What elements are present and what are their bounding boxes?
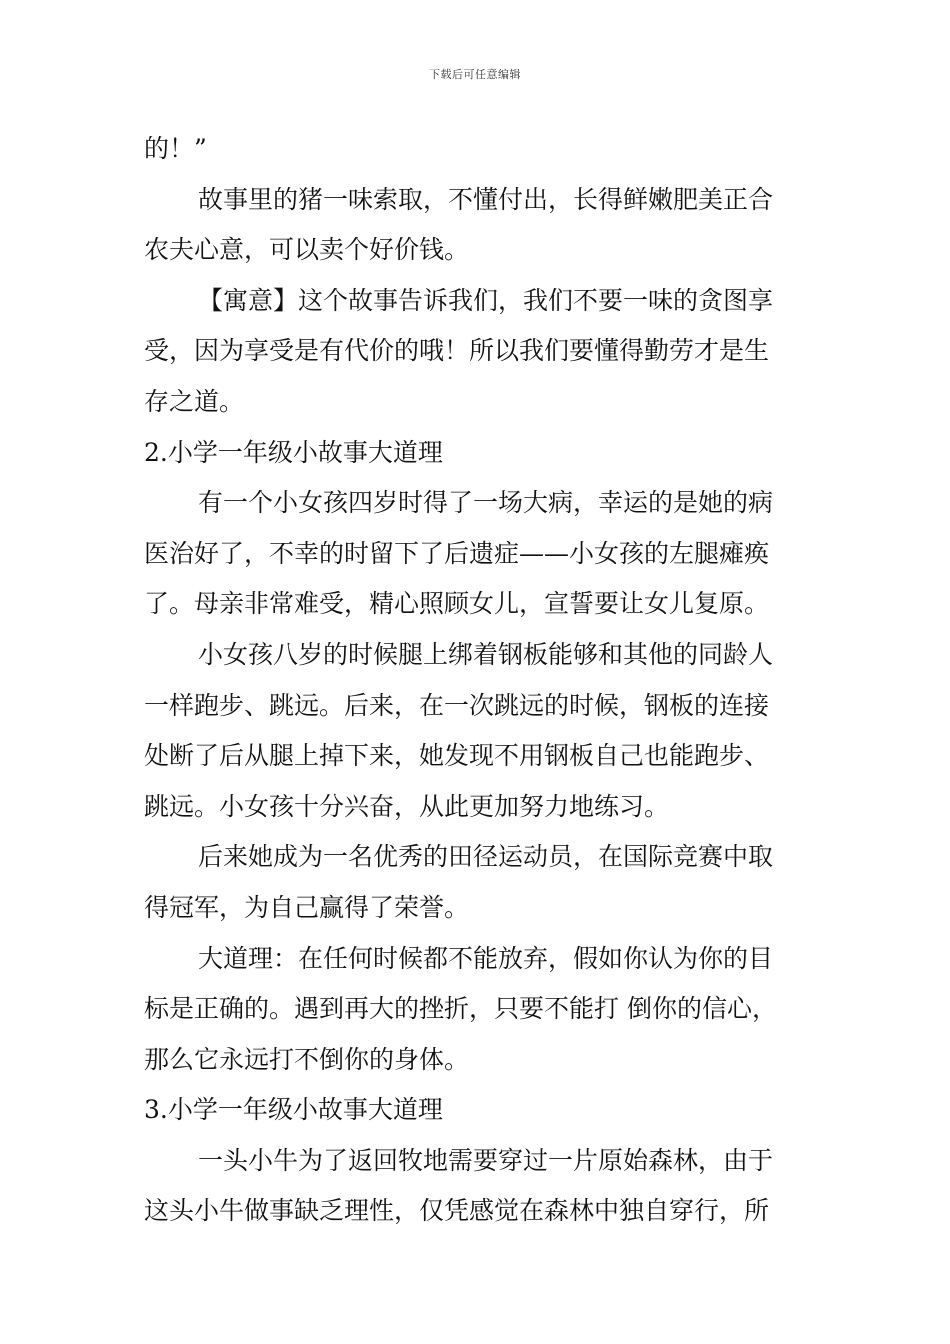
text-line: 医治好了，不幸的时留下了后遗症——小女孩的左腿瘫痪 bbox=[144, 538, 770, 568]
text-line: 处断了后从腿上掉下来，她发现不用钢板自己也能跑步、 bbox=[144, 741, 770, 771]
page-header-note: 下载后可任意编辑 bbox=[429, 68, 521, 81]
text-line: 跳远。小女孩十分兴奋，从此更加努力地练习。 bbox=[144, 791, 670, 821]
text-line: 标是正确的。遇到再大的挫折，只要不能打 倒你的信心， bbox=[144, 994, 777, 1024]
paragraph-start: 小女孩八岁的时候腿上绑着钢板能够和其他的同龄人 bbox=[198, 639, 774, 669]
text-line: 农夫心意，可以卖个好价钱。 bbox=[144, 235, 470, 265]
paragraph-start: 有一个小女孩四岁时得了一场大病，幸运的是她的病 bbox=[198, 488, 774, 518]
paragraph-start: 故事里的猪一味索取，不懂付出，长得鲜嫩肥美正合 bbox=[198, 184, 774, 214]
section-heading: 2.小学一年级小故事大道理 bbox=[144, 437, 443, 467]
text-line: 那么它永远打不倒你的身体。 bbox=[144, 1044, 470, 1074]
text-line: 了。母亲非常难受，精心照顾女儿，宣誓要让女儿复原。 bbox=[144, 589, 770, 619]
paragraph-start: 一头小牛为了返回牧地需要穿过一片原始森林，由于 bbox=[198, 1145, 774, 1175]
text-line: 存之道。 bbox=[144, 386, 245, 416]
text-line: 受，因为享受是有代价的哦！所以我们要懂得勤劳才是生 bbox=[144, 336, 770, 366]
text-line: 的！” bbox=[144, 134, 207, 163]
document-body bbox=[144, 124, 808, 1237]
text-line: 一样跑步、跳远。后来，在一次跳远的时候，钢板的连接 bbox=[144, 690, 770, 720]
text-line: 这头小牛做事缺乏理性，仅凭感觉在森林中独自穿行，所 bbox=[144, 1196, 770, 1226]
paragraph-start: 【寓意】这个故事告诉我们，我们不要一味的贪图享 bbox=[198, 285, 774, 315]
paragraph-start: 大道理：在任何时候都不能放弃，假如你认为你的目 bbox=[198, 943, 774, 973]
paragraph-start: 后来她成为一名优秀的田径运动员，在国际竞赛中取 bbox=[198, 842, 774, 872]
section-heading: 3.小学一年级小故事大道理 bbox=[144, 1095, 443, 1125]
text-line: 得冠军，为自己赢得了荣誉。 bbox=[144, 892, 470, 922]
